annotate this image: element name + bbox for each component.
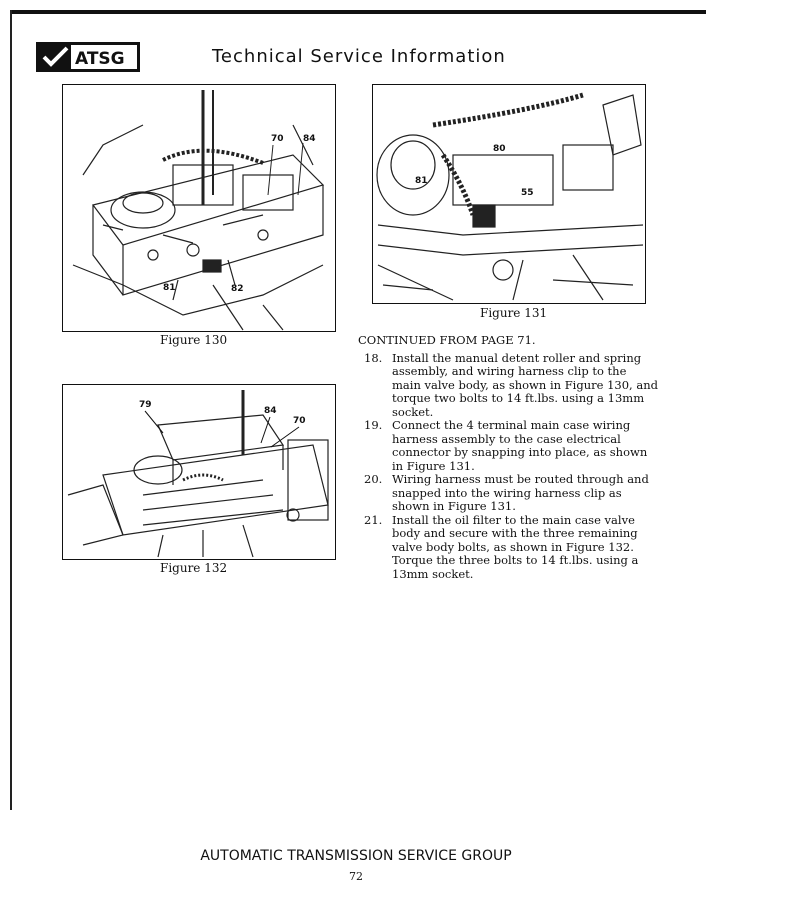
- step-20: [358, 473, 658, 514]
- figure-132-caption: Figure 132: [160, 561, 228, 575]
- step-number: 19.: [364, 418, 383, 432]
- figure-131-caption: Figure 131: [480, 306, 548, 320]
- wiring-harness-connector-illustration: [373, 85, 645, 303]
- step-21: [358, 514, 658, 582]
- continued-note: CONTINUED FROM PAGE 71.: [358, 333, 536, 347]
- figure-130-caption: Figure 130: [160, 333, 228, 347]
- callout-84: 84: [264, 406, 277, 416]
- callout-84: 84: [303, 134, 316, 144]
- figure-132: [62, 384, 336, 560]
- callout-81: 81: [163, 283, 176, 293]
- callout-55: 55: [521, 188, 534, 198]
- instructions: [358, 334, 658, 581]
- company-footer: AUTOMATIC TRANSMISSION SERVICE GROUP: [200, 848, 512, 864]
- callout-70: 70: [293, 416, 306, 426]
- step-text: Install the oil filter to the main case valve body and secure with the three remaining valve body bolts, as shown in Figure 132. Torque the three bolts to 14 ft.lbs. using a 13mm socket.: [392, 512, 639, 581]
- step-19: [358, 419, 658, 473]
- step-text: Connect the 4 terminal main case wiring harness assembly to the case electrical connector by snapping into place, as shown in Figure 131.: [392, 418, 648, 473]
- top-rule: [10, 10, 706, 14]
- callout-79: 79: [139, 400, 152, 410]
- atsg-logo: [36, 42, 140, 72]
- step-number: 18.: [364, 350, 383, 365]
- left-rule: [10, 10, 12, 810]
- figure-130: [62, 84, 336, 332]
- callout-80: 80: [493, 144, 506, 154]
- page-title: Technical Service Information: [212, 46, 506, 67]
- step-number: 20.: [364, 472, 383, 486]
- callout-81: 81: [415, 176, 428, 186]
- step-18: [358, 352, 658, 420]
- logo-text: ATSG: [75, 49, 125, 69]
- step-number: 21.: [364, 512, 383, 527]
- figure-131: [372, 84, 646, 304]
- step-text: Install the manual detent roller and spring assembly, and wiring harness clip to the main valve body, as shown in Figure 130, and torque two bolts to 14 ft.lbs. using a 13mm socket.: [392, 350, 658, 419]
- transmission-valve-body-illustration: [63, 85, 335, 331]
- checkmark-logo-icon: [39, 45, 137, 69]
- step-text: Wiring harness must be routed through and snapped into the wiring harness clip as shown in Figure 131.: [392, 472, 649, 513]
- callout-70: 70: [271, 134, 284, 144]
- page-number: 72: [349, 870, 363, 883]
- callout-82: 82: [231, 284, 244, 294]
- oil-filter-installation-illustration: [63, 385, 335, 559]
- step-list: [358, 352, 658, 582]
